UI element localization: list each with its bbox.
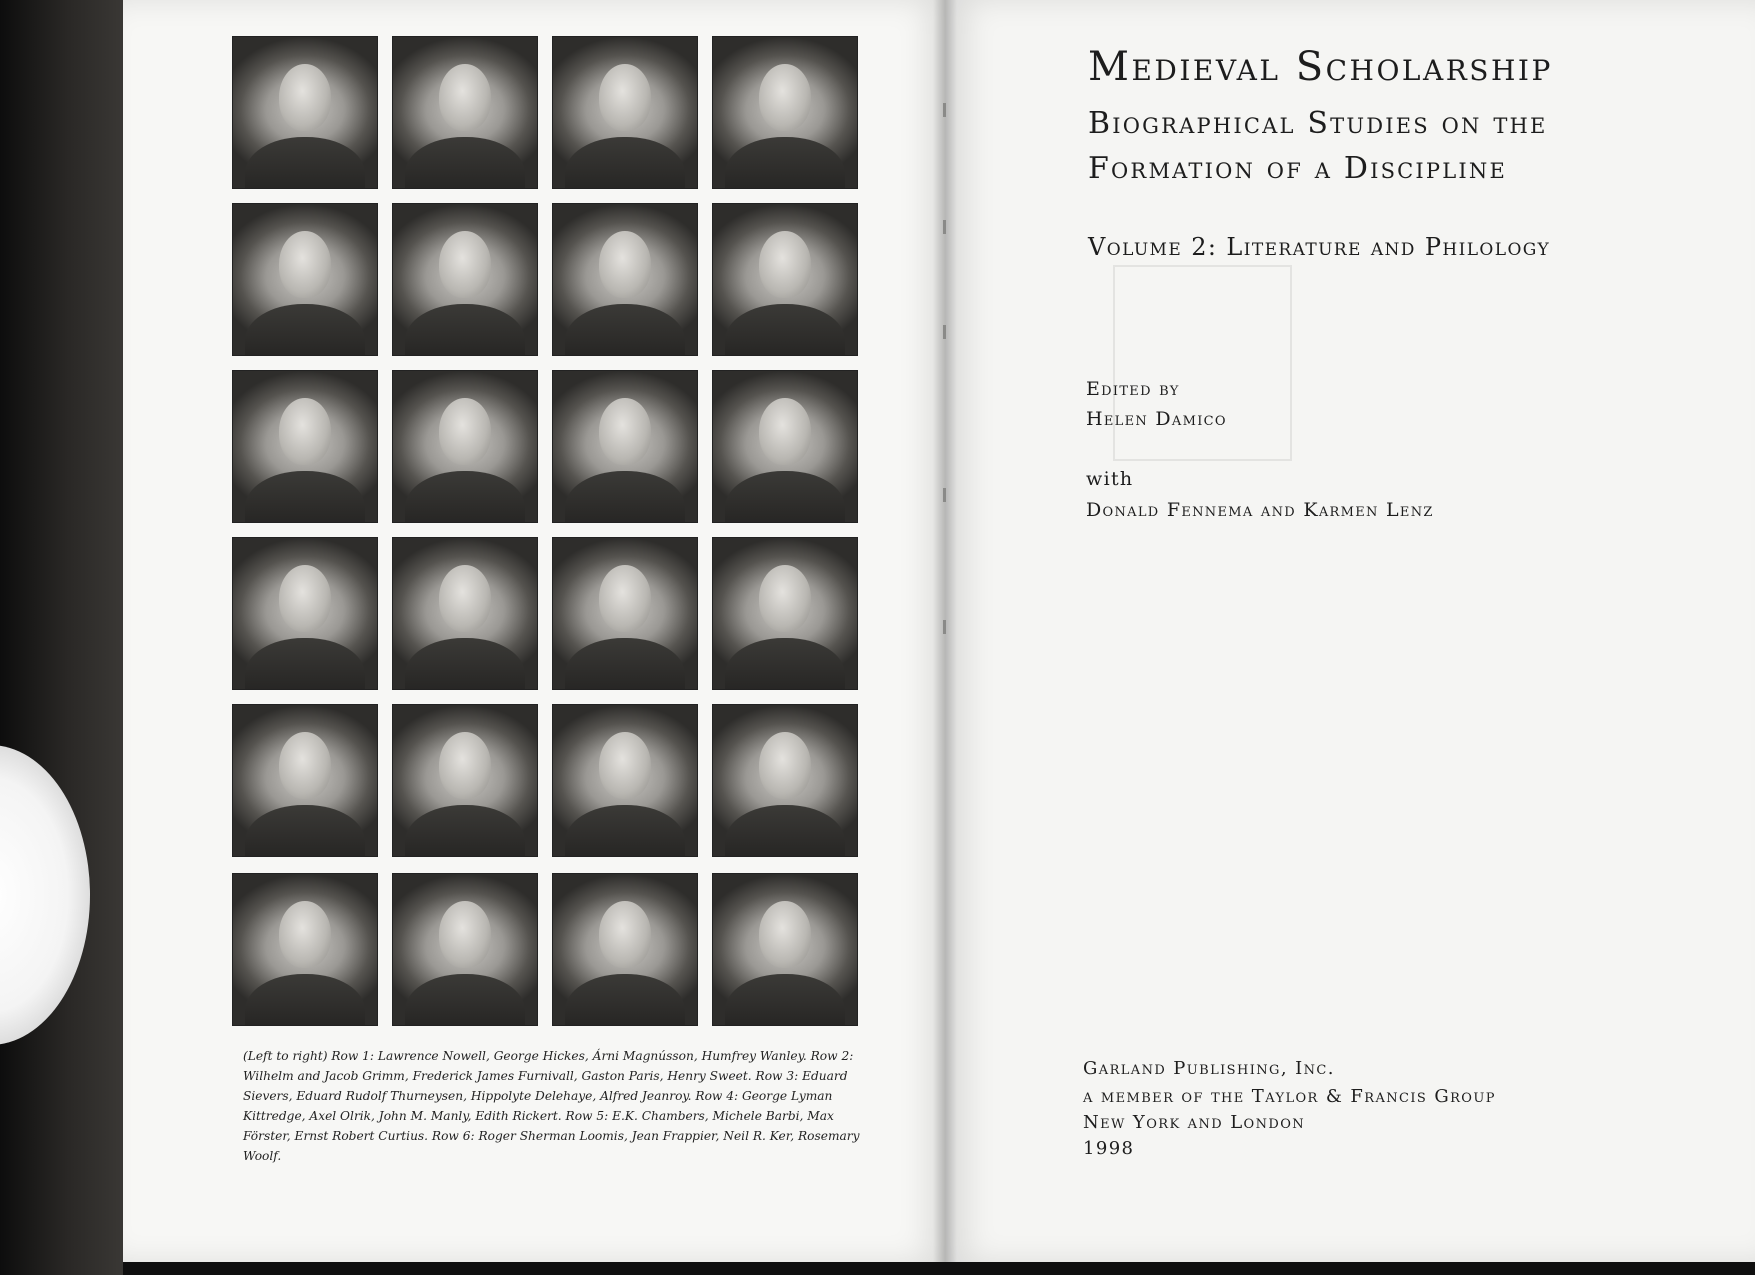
- binding-stitch: [943, 103, 946, 117]
- library-stamp-showthrough: [1113, 265, 1292, 461]
- portrait: [232, 36, 378, 189]
- publisher-name: Garland Publishing, Inc.: [1083, 1058, 1335, 1079]
- coeditor-names: Donald Fennema and Karmen Lenz: [1086, 499, 1434, 521]
- portrait: [232, 370, 378, 523]
- portrait: [232, 537, 378, 690]
- edited-by-label: Edited by: [1086, 378, 1180, 400]
- binding-stitch: [943, 220, 946, 234]
- portrait: [392, 537, 538, 690]
- portrait: [552, 873, 698, 1026]
- portrait: [232, 704, 378, 857]
- publisher-affiliation: a member of the Taylor & Francis Group: [1083, 1086, 1496, 1107]
- portrait: [712, 36, 858, 189]
- portrait: [392, 873, 538, 1026]
- portrait: [232, 873, 378, 1026]
- volume-title: Volume 2: Literature and Philology: [1088, 233, 1551, 261]
- book-title: Medieval Scholarship: [1088, 44, 1553, 90]
- book-subtitle-line-1: Biographical Studies on the: [1088, 106, 1548, 141]
- title-page: [945, 0, 1755, 1262]
- portrait: [392, 36, 538, 189]
- with-label: with: [1086, 468, 1134, 490]
- portrait: [552, 203, 698, 356]
- portrait: [232, 203, 378, 356]
- portrait: [392, 370, 538, 523]
- portrait-grid: [232, 36, 860, 1033]
- portrait: [552, 36, 698, 189]
- portrait: [712, 704, 858, 857]
- portrait-caption: (Left to right) Row 1: Lawrence Nowell, George Hickes, Árni Magnússon, Humfrey Wanley. Row 2: Wilhelm and Jacob Grimm, Frederick James Furnivall, Gaston Paris, Henry Sweet. Row 3: Eduard Sievers, Eduard Rudolf Thurneysen, Hippolyte Delehaye, Alfred Jeanroy. Row 4: George Lyman Kittredge, Axel Olrik, John M. Manly, Edith Rickert. Row 5: E.K. Chambers, Michele Barbi, Max Förster, Ernst Robert Curtius. Row 6: Roger Sherman Loomis, Jean Frappier, Neil R. Ker, Rosemary Woolf.: [243, 1049, 860, 1163]
- publication-year: 1998: [1083, 1138, 1135, 1159]
- portrait: [712, 873, 858, 1026]
- binding-stitch: [943, 488, 946, 502]
- portrait: [712, 537, 858, 690]
- bottom-edge: [123, 1262, 1755, 1275]
- editor-name: Helen Damico: [1086, 408, 1227, 430]
- portrait: [712, 370, 858, 523]
- binding-edge: [0, 0, 125, 1275]
- portrait: [552, 704, 698, 857]
- binding-stitch: [943, 325, 946, 339]
- portrait: [712, 203, 858, 356]
- portrait: [552, 537, 698, 690]
- portrait: [552, 370, 698, 523]
- book-subtitle-line-2: Formation of a Discipline: [1088, 151, 1507, 186]
- portrait: [392, 704, 538, 857]
- portrait: [392, 203, 538, 356]
- publisher-location: New York and London: [1083, 1112, 1306, 1133]
- binding-stitch: [943, 620, 946, 634]
